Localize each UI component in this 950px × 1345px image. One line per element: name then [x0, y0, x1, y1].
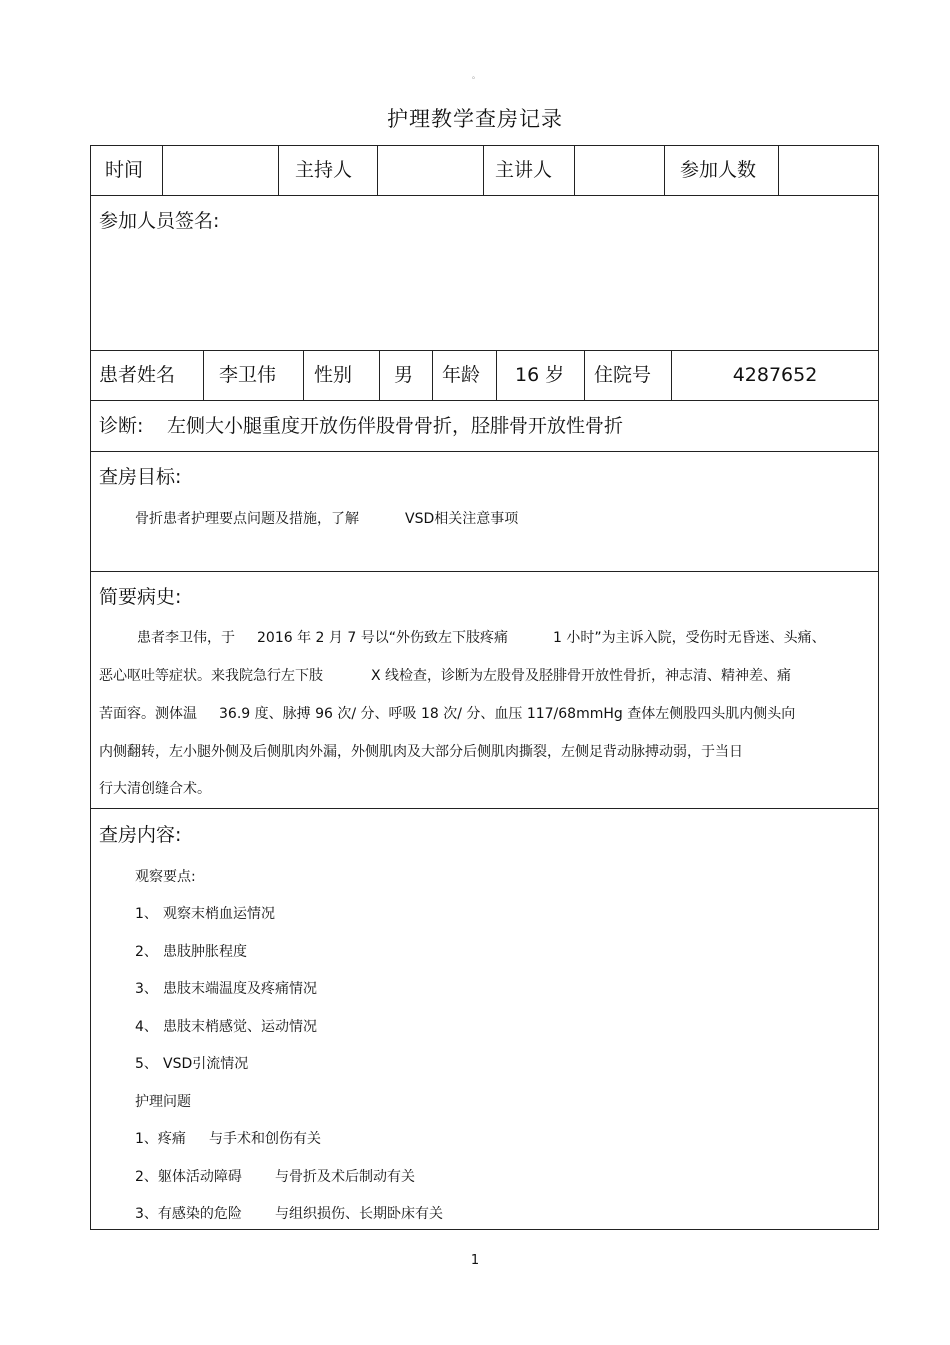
row-divider	[91, 808, 878, 809]
problem-name: 1、疼痛	[135, 1131, 186, 1147]
history-line: X 线检查，诊断为左股骨及胫腓骨开放性骨折，神志清、精神差、痛	[371, 668, 792, 684]
col-divider	[664, 146, 665, 195]
problem-name: 3、有感染的危险	[135, 1206, 242, 1222]
time-label: 时间	[105, 159, 144, 181]
patient-name-value: 李卫伟	[219, 364, 277, 386]
problem-cause: 与骨折及术后制动有关	[275, 1169, 415, 1185]
page-number: 1	[470, 1253, 480, 1268]
row-divider	[91, 400, 878, 401]
observe-item: 患肢肿胀程度	[163, 944, 247, 960]
history-line: 内侧翻转，左小腿外侧及后侧肌肉外漏，外侧肌肉及大部分后侧肌肉撕裂，左侧足背动脉搏动弱，于当日	[99, 744, 743, 760]
history-line: 2016 年 2 月 7 号以“外伤致左下肢疼痛	[257, 630, 508, 646]
col-divider	[377, 146, 378, 195]
age-value: 16 岁	[515, 364, 565, 386]
observe-item-number: 3、	[135, 981, 158, 997]
age-label: 年龄	[442, 364, 481, 386]
history-label: 简要病史:	[99, 586, 182, 608]
history-line: 36.9 度、脉搏 96 次/ 分、呼吸 18 次/ 分、血压 117/68mmHg 查体左侧股四头肌内侧头向	[219, 706, 796, 722]
patient-name-label: 患者姓名	[99, 364, 176, 386]
goal-text: 骨折患者护理要点问题及措施，了解	[135, 511, 359, 527]
admission-label: 住院号	[594, 364, 652, 386]
speaker-label: 主讲人	[495, 159, 553, 181]
problem-cause: 与手术和创伤有关	[209, 1131, 321, 1147]
col-divider	[432, 350, 433, 400]
history-line: 恶心呕吐等症状。来我院急行左下肢	[99, 668, 323, 684]
observe-title: 观察要点:	[135, 869, 196, 885]
row-divider	[91, 350, 878, 351]
observe-item: 观察末梢血运情况	[163, 906, 275, 922]
col-divider	[162, 146, 163, 195]
diagnosis-text: 左侧大小腿重度开放伤伴股骨骨折，胫腓骨开放性骨折	[167, 415, 624, 437]
record-table	[90, 145, 879, 1230]
diagnosis-label: 诊断:	[99, 415, 144, 437]
admission-number: 4287652	[732, 364, 818, 386]
col-divider	[278, 146, 279, 195]
col-divider	[496, 350, 497, 400]
problem-name: 2、躯体活动障碍	[135, 1169, 242, 1185]
col-divider	[574, 146, 575, 195]
problem-cause: 与组织损伤、长期卧床有关	[275, 1206, 443, 1222]
col-divider	[778, 146, 779, 195]
observe-item: 患肢末端温度及疼痛情况	[163, 981, 317, 997]
col-divider	[379, 350, 380, 400]
observe-item: 患肢末梢感觉、运动情况	[163, 1019, 317, 1035]
history-line: 1 小时”为主诉入院，受伤时无昏迷、头痛、	[553, 630, 826, 646]
goal-text-vsd: VSD相关注意事项	[405, 511, 519, 527]
col-divider	[203, 350, 204, 400]
problems-title: 护理问题	[135, 1094, 191, 1110]
sex-label: 性别	[314, 364, 353, 386]
observe-item-number: 5、	[135, 1056, 158, 1072]
host-label: 主持人	[295, 159, 353, 181]
page-title: 护理教学查房记录	[387, 107, 563, 131]
history-line: 行大清创缝合术。	[99, 781, 211, 797]
participants-count-label: 参加人数	[680, 159, 757, 181]
goal-label: 查房目标:	[99, 466, 182, 488]
signatures-label: 参加人员签名:	[99, 210, 220, 232]
row-divider	[91, 451, 878, 452]
row-divider	[91, 195, 878, 196]
observe-item-number: 1、	[135, 906, 158, 922]
observe-item-number: 2、	[135, 944, 158, 960]
top-mark: 。	[472, 71, 480, 80]
history-line: 患者李卫伟，于	[137, 630, 235, 646]
col-divider	[303, 350, 304, 400]
history-line: 苦面容。测体温	[99, 706, 197, 722]
observe-item-number: 4、	[135, 1019, 158, 1035]
content-label: 查房内容:	[99, 824, 182, 846]
col-divider	[483, 146, 484, 195]
col-divider	[584, 350, 585, 400]
row-divider	[91, 571, 878, 572]
observe-item: VSD引流情况	[163, 1056, 249, 1072]
sex-value: 男	[394, 364, 414, 386]
